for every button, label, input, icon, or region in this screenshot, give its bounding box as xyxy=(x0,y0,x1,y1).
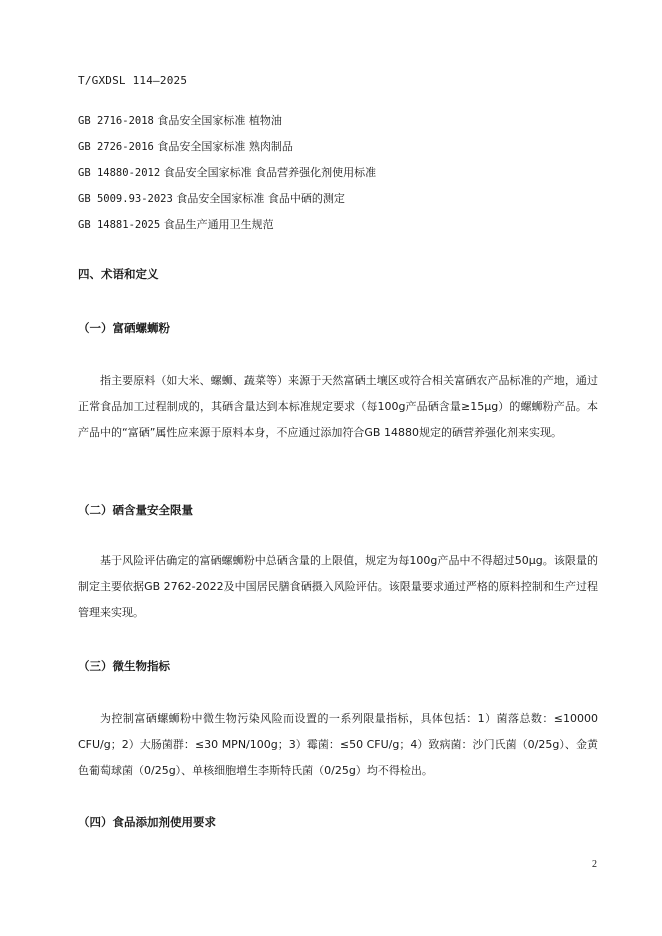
reference-code: GB 14881-2025 xyxy=(78,219,161,231)
reference-code: GB 5009.93-2023 xyxy=(78,193,173,205)
reference-list xyxy=(78,108,376,238)
reference-code: GB 2716-2018 xyxy=(78,115,154,127)
reference-item xyxy=(78,108,376,134)
page-number: 2 xyxy=(592,859,597,870)
document-id: T/GXDSL 114—2025 xyxy=(78,74,188,87)
reference-item xyxy=(78,186,376,212)
reference-item xyxy=(78,160,376,186)
reference-title: 食品安全国家标准 植物油 xyxy=(157,114,282,127)
reference-title: 食品安全国家标准 熟肉制品 xyxy=(157,140,293,153)
reference-item xyxy=(78,212,376,238)
reference-code: GB 14880-2012 xyxy=(78,167,161,179)
subsection-heading-se-limit: （二）硒含量安全限量 xyxy=(78,503,193,517)
reference-title: 食品生产通用卫生规范 xyxy=(163,218,274,231)
reference-title: 食品安全国家标准 食品中硒的测定 xyxy=(176,192,345,205)
reference-code: GB 2726-2016 xyxy=(78,141,154,153)
subsection-heading-microbial: （三）微生物指标 xyxy=(78,659,170,673)
subsection-heading-additives: （四）食品添加剂使用要求 xyxy=(78,815,216,829)
section-heading-terms: 四、术语和定义 xyxy=(78,267,159,281)
definition-paragraph-se-rich-noodle: 指主要原料（如大米、螺蛳、蔬菜等）来源于天然富硒土壤区或符合相关富硒农产品标准的产地，通过正常食品加工过程制成的，其硒含量达到本标准规定要求（每100g产品硒含量≥15μg）的螺蛳粉产品。本产品中的“富硒”属性应来源于原料本身，不应通过添加符合GB 14880规定的硒营养强化剂来实现。 xyxy=(78,374,598,439)
reference-title: 食品安全国家标准 食品营养强化剂使用标准 xyxy=(163,166,377,179)
definition-paragraph-microbial: 为控制富硒螺蛳粉中微生物污染风险而设置的一系列限量指标，具体包括：1）菌落总数：≤10000 CFU/g；2）大肠菌群：≤30 MPN/100g；3）霉菌：≤50 CFU/g；4）致病菌：沙门氏菌（0/25g）、金黄色葡萄球菌（0/25g）、单核细胞增生李斯特氏菌（0/25g）均不得检出。 xyxy=(78,712,598,777)
definition-paragraph-se-limit: 基于风险评估确定的富硒螺蛳粉中总硒含量的上限值，规定为每100g产品中不得超过50μg。该限量的制定主要依据GB 2762-2022及中国居民膳食硒摄入风险评估。该限量要求通过严格的原料控制和生产过程管理来实现。 xyxy=(78,554,598,619)
subsection-heading-se-rich-noodle: （一）富硒螺蛳粉 xyxy=(78,321,170,335)
reference-item xyxy=(78,134,376,160)
